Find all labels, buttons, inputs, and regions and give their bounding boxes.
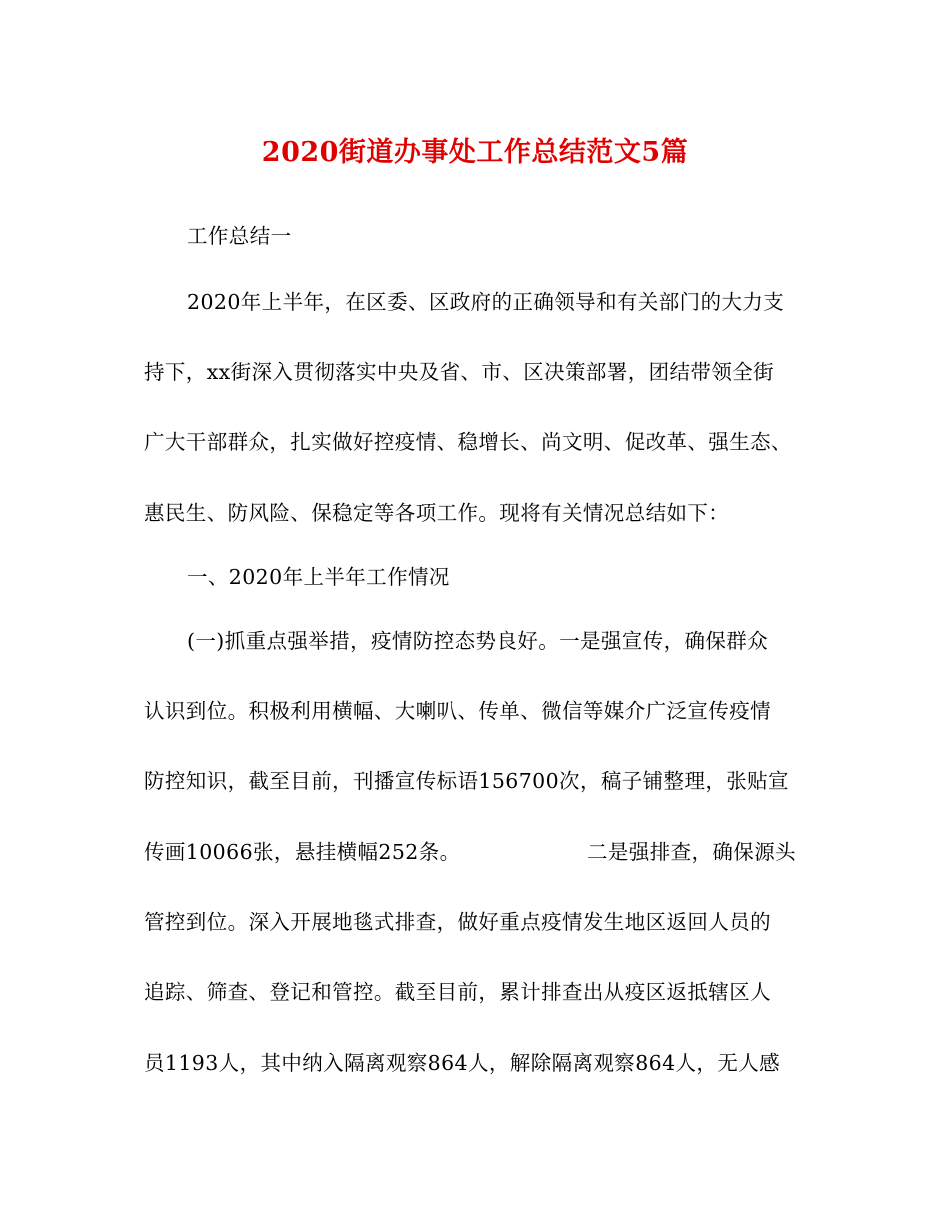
paragraph-line: 广大干部群众，扎实做好控疫情、稳增长、尚文明、促改革、强生态、	[144, 430, 792, 454]
paragraph-line: 员1193人，其中纳入隔离观察864人，解除隔离观察864人，无人感	[144, 1051, 781, 1075]
paragraph-line: 2020年上半年，在区委、区政府的正确领导和有关部门的大力支	[187, 290, 785, 314]
section-heading-first-half: 一、2020年上半年工作情况	[187, 565, 450, 589]
paragraph-line-continued: 二是强排查，确保源头	[587, 840, 796, 864]
paragraph-line: 认识到位。积极利用横幅、大喇叭、传单、微信等媒介广泛宣传疫情	[144, 699, 771, 723]
paragraph-line: 追踪、筛查、登记和管控。截至目前，累计排查出从疫区返抵辖区人	[144, 980, 771, 1004]
paragraph-line: (一)抓重点强举措，疫情防控态势良好。一是强宣传，确保群众	[187, 629, 769, 653]
paragraph-line: 持下，xx街深入贯彻落实中央及省、市、区决策部署，团结带领全街	[144, 360, 775, 384]
section-heading-summary-one: 工作总结一	[187, 224, 292, 248]
paragraph-line: 防控知识，截至目前，刊播宣传标语156700次，稿子铺整理，张贴宣	[144, 769, 789, 793]
paragraph-line: 传画10066张，悬挂横幅252条。	[144, 840, 461, 864]
document-title: 2020街道办事处工作总结范文5篇	[261, 137, 689, 168]
paragraph-line: 惠民生、防风险、保稳定等各项工作。现将有关情况总结如下：	[144, 501, 730, 525]
paragraph-line: 管控到位。深入开展地毯式排查，做好重点疫情发生地区返回人员的	[144, 910, 771, 934]
